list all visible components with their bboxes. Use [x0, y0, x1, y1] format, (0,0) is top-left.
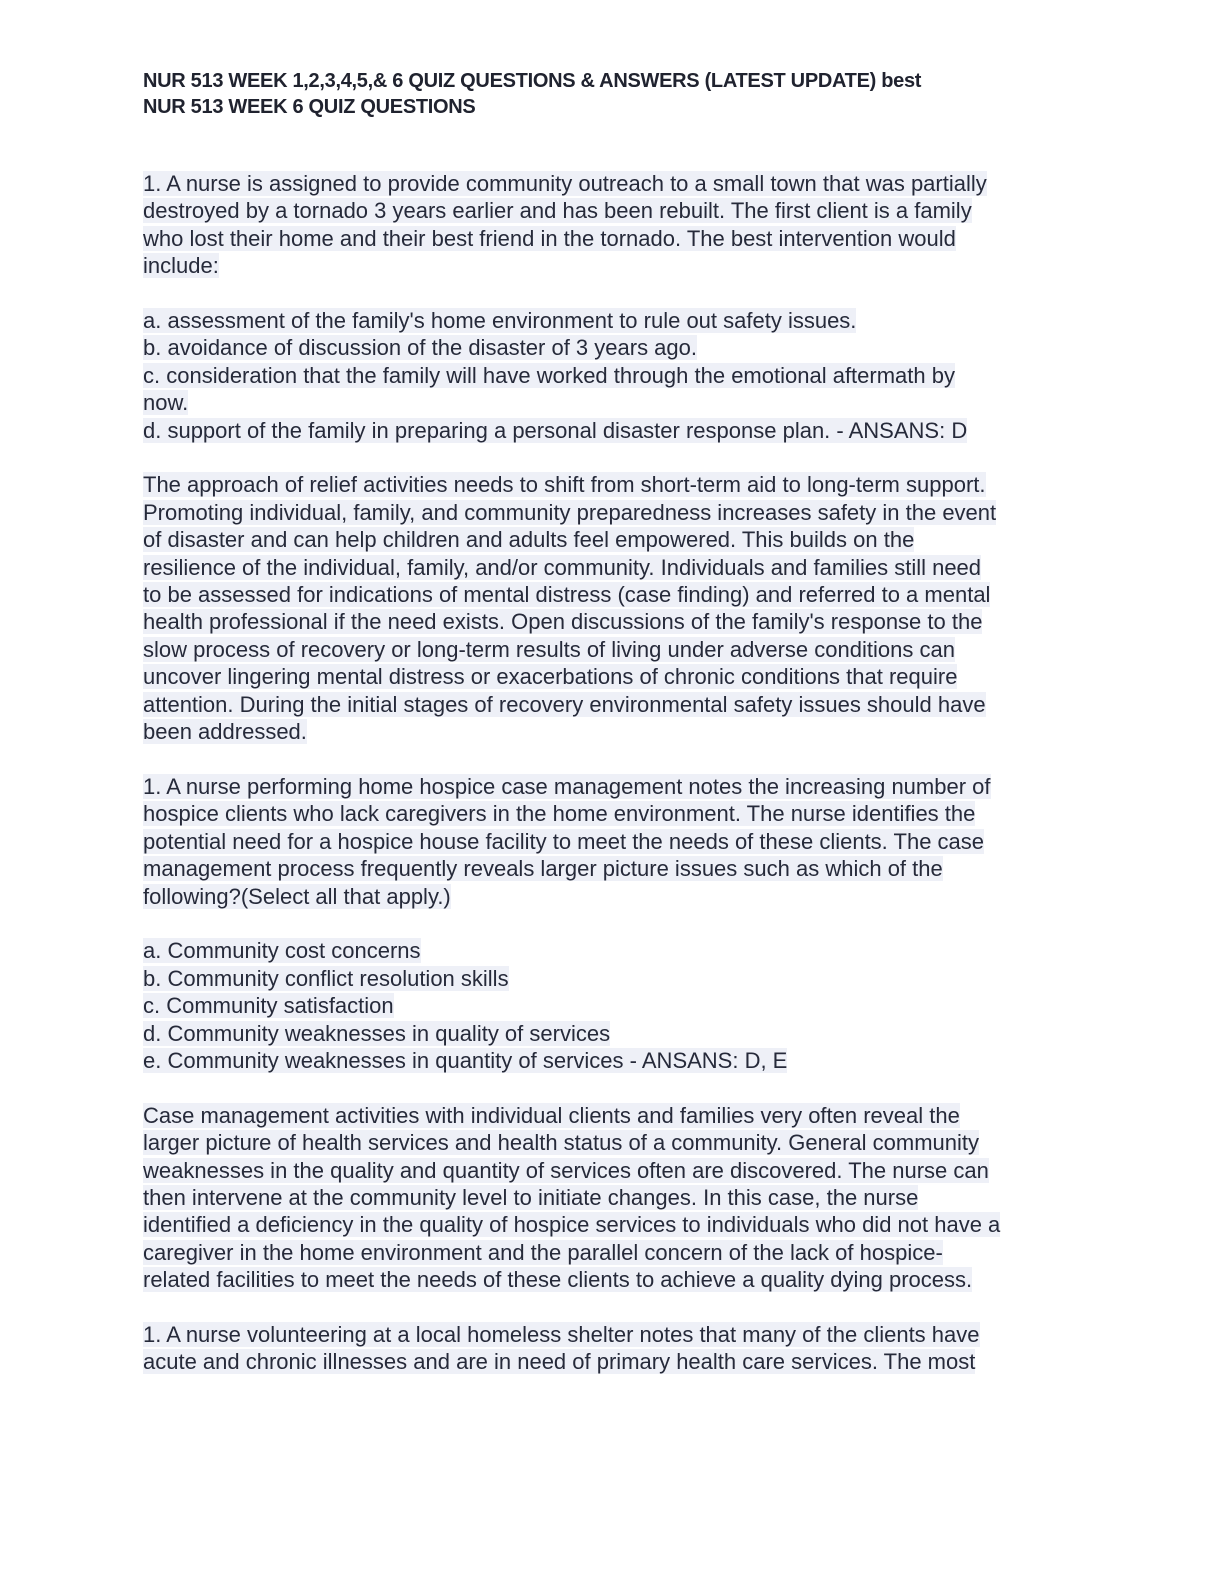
text-line: caregiver in the home environment and the parallel concern of the lack of hospice- — [143, 1239, 943, 1265]
text-line: attention. During the initial stages of recovery environmental safety issues should have — [143, 691, 986, 717]
question-1-rationale — [143, 471, 1083, 745]
question-1-stem — [143, 170, 1083, 280]
option-d-answer: d. support of the family in preparing a personal disaster response plan. - ANSANS: D — [143, 417, 968, 443]
question-2-options — [143, 937, 1083, 1074]
text-line: who lost their home and their best friend in the tornado. The best intervention would — [143, 225, 956, 251]
text-line: 1. A nurse volunteering at a local homeless shelter notes that many of the clients have — [143, 1321, 980, 1347]
question-1-options — [143, 307, 1083, 444]
text-line: weaknesses in the quality and quantity of services often are discovered. The nurse can — [143, 1157, 989, 1183]
text-line: larger picture of health services and health status of a community. General community — [143, 1130, 979, 1156]
text-line: of disaster and can help children and adults feel empowered. This builds on the — [143, 527, 915, 553]
text-line: acute and chronic illnesses and are in need of primary health care services. The most — [143, 1349, 976, 1375]
question-2-stem — [143, 773, 1083, 910]
text-line: include: — [143, 253, 219, 279]
option-b: b. Community conflict resolution skills — [143, 965, 509, 991]
text-line: been addressed. — [143, 719, 307, 745]
text-line: Case management activities with individual clients and families very often reveal the — [143, 1102, 960, 1128]
text-line: potential need for a hospice house facility to meet the needs of these clients. The case — [143, 828, 985, 854]
title-line-2: NUR 513 WEEK 6 QUIZ QUESTIONS — [143, 96, 476, 118]
option-e-answer: e. Community weaknesses in quantity of services - ANSANS: D, E — [143, 1047, 788, 1073]
option-c: c. consideration that the family will have worked through the emotional aftermath by — [143, 362, 955, 388]
option-c-cont: now. — [143, 390, 189, 416]
option-a: a. assessment of the family's home environment to rule out safety issues. — [143, 308, 857, 334]
text-line: 1. A nurse performing home hospice case management notes the increasing number of — [143, 773, 991, 799]
document-page — [143, 68, 1083, 1376]
text-line: Promoting individual, family, and community preparedness increases safety in the event — [143, 499, 997, 525]
document-title — [143, 68, 1083, 120]
text-line: following?(Select all that apply.) — [143, 883, 451, 909]
option-a: a. Community cost concerns — [143, 938, 421, 964]
option-b: b. avoidance of discussion of the disaster of 3 years ago. — [143, 335, 697, 361]
text-line: health professional if the need exists. Open discussions of the family's response to the — [143, 609, 983, 635]
question-2-rationale — [143, 1102, 1083, 1294]
text-line: to be assessed for indications of mental distress (case finding) and referred to a mental — [143, 582, 991, 608]
text-line: then intervene at the community level to initiate changes. In this case, the nurse — [143, 1184, 919, 1210]
option-c: c. Community satisfaction — [143, 993, 394, 1019]
text-line: related facilities to meet the needs of these clients to achieve a quality dying process. — [143, 1267, 973, 1293]
text-line: hospice clients who lack caregivers in the home environment. The nurse identifies the — [143, 801, 976, 827]
option-d: d. Community weaknesses in quality of services — [143, 1020, 611, 1046]
text-line: The approach of relief activities needs to shift from short-term aid to long-term support. — [143, 472, 986, 498]
text-line: slow process of recovery or long-term results of living under adverse conditions can — [143, 636, 955, 662]
text-line: uncover lingering mental distress or exacerbations of chronic conditions that require — [143, 664, 958, 690]
text-line: 1. A nurse is assigned to provide community outreach to a small town that was partially — [143, 171, 987, 196]
question-3-stem — [143, 1321, 1083, 1376]
text-line: destroyed by a tornado 3 years earlier and has been rebuilt. The first client is a family — [143, 198, 972, 224]
text-line: management process frequently reveals larger picture issues such as which of the — [143, 856, 943, 882]
text-line: resilience of the individual, family, and/or community. Individuals and families still need — [143, 554, 982, 580]
text-line: identified a deficiency in the quality of hospice services to individuals who did not have a — [143, 1212, 1001, 1238]
title-line-1: NUR 513 WEEK 1,2,3,4,5,& 6 QUIZ QUESTIONS & ANSWERS (LATEST UPDATE) best — [143, 70, 922, 92]
